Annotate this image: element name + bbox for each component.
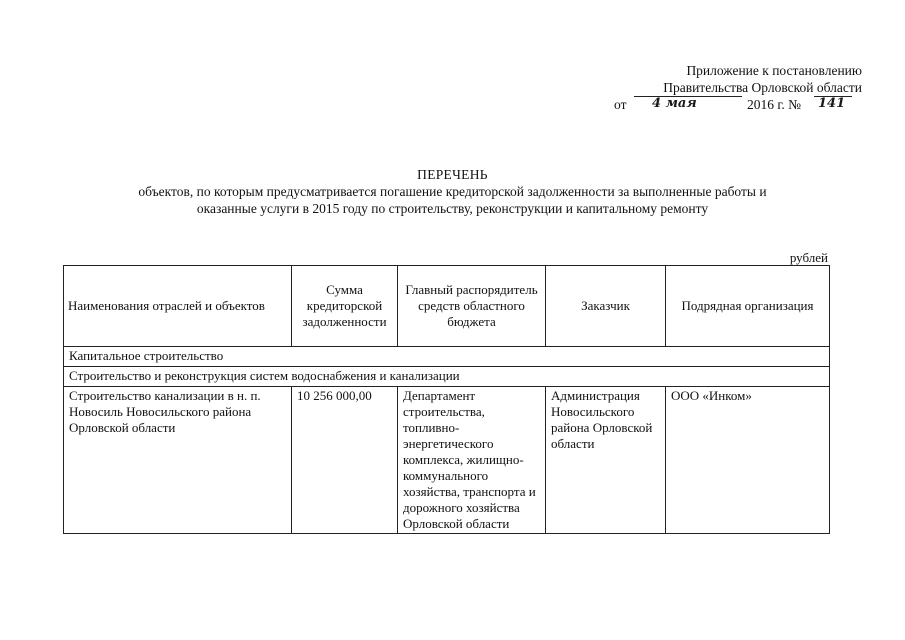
document-subtitle-line-2: оказанные услуги в 2015 году по строительству, реконструкции и капитальному ремонту [196, 201, 709, 216]
subsection-row [64, 367, 830, 387]
appendix-line-2: Правительства Орловской области [663, 80, 862, 95]
section-title: Капитальное строительство [64, 347, 830, 367]
header-debt-amount: Сумма кредиторской задолженности [292, 266, 398, 347]
units-label: рублей [789, 250, 828, 265]
year-text: 2016 г. № [747, 97, 802, 112]
cell-contractor: ООО «Инком» [666, 387, 830, 534]
header-objects: Наименования отраслей и объектов [64, 266, 292, 347]
cell-object-name: Строительство канализации в н. п. Новосиль Новосильского района Орловской области [64, 387, 292, 534]
document-heading [0, 166, 905, 217]
handwritten-date: 4 мая [652, 96, 697, 111]
date-prefix: от [614, 97, 627, 112]
table-header-row [64, 266, 830, 347]
objects-table [63, 265, 830, 534]
header-budget-manager: Главный распорядитель средств областного бюджета [398, 266, 546, 347]
appendix-date-line [592, 96, 862, 114]
header-customer: Заказчик [546, 266, 666, 347]
header-contractor: Подрядная организация [666, 266, 830, 347]
subsection-title: Строительство и реконструкция систем водоснабжения и канализации [64, 367, 830, 387]
cell-budget-manager: Департамент строительства, топливно-энергетического комплекса, жилищно-коммунального хозяйства, транспорта и дорожного хозяйства Орловской области [398, 387, 546, 534]
appendix-line-1: Приложение к постановлению [686, 63, 862, 78]
document-title: ПЕРЕЧЕНЬ [417, 167, 488, 182]
handwritten-number: 141 [818, 96, 846, 111]
section-row [64, 347, 830, 367]
appendix-block [592, 62, 862, 114]
cell-customer: Администрация Новосильского района Орловской области [546, 387, 666, 534]
document-subtitle-line-1: объектов, по которым предусматривается погашение кредиторской задолженности за выполненные работы и [138, 184, 767, 199]
table-row [64, 387, 830, 534]
cell-amount: 10 256 000,00 [292, 387, 398, 534]
